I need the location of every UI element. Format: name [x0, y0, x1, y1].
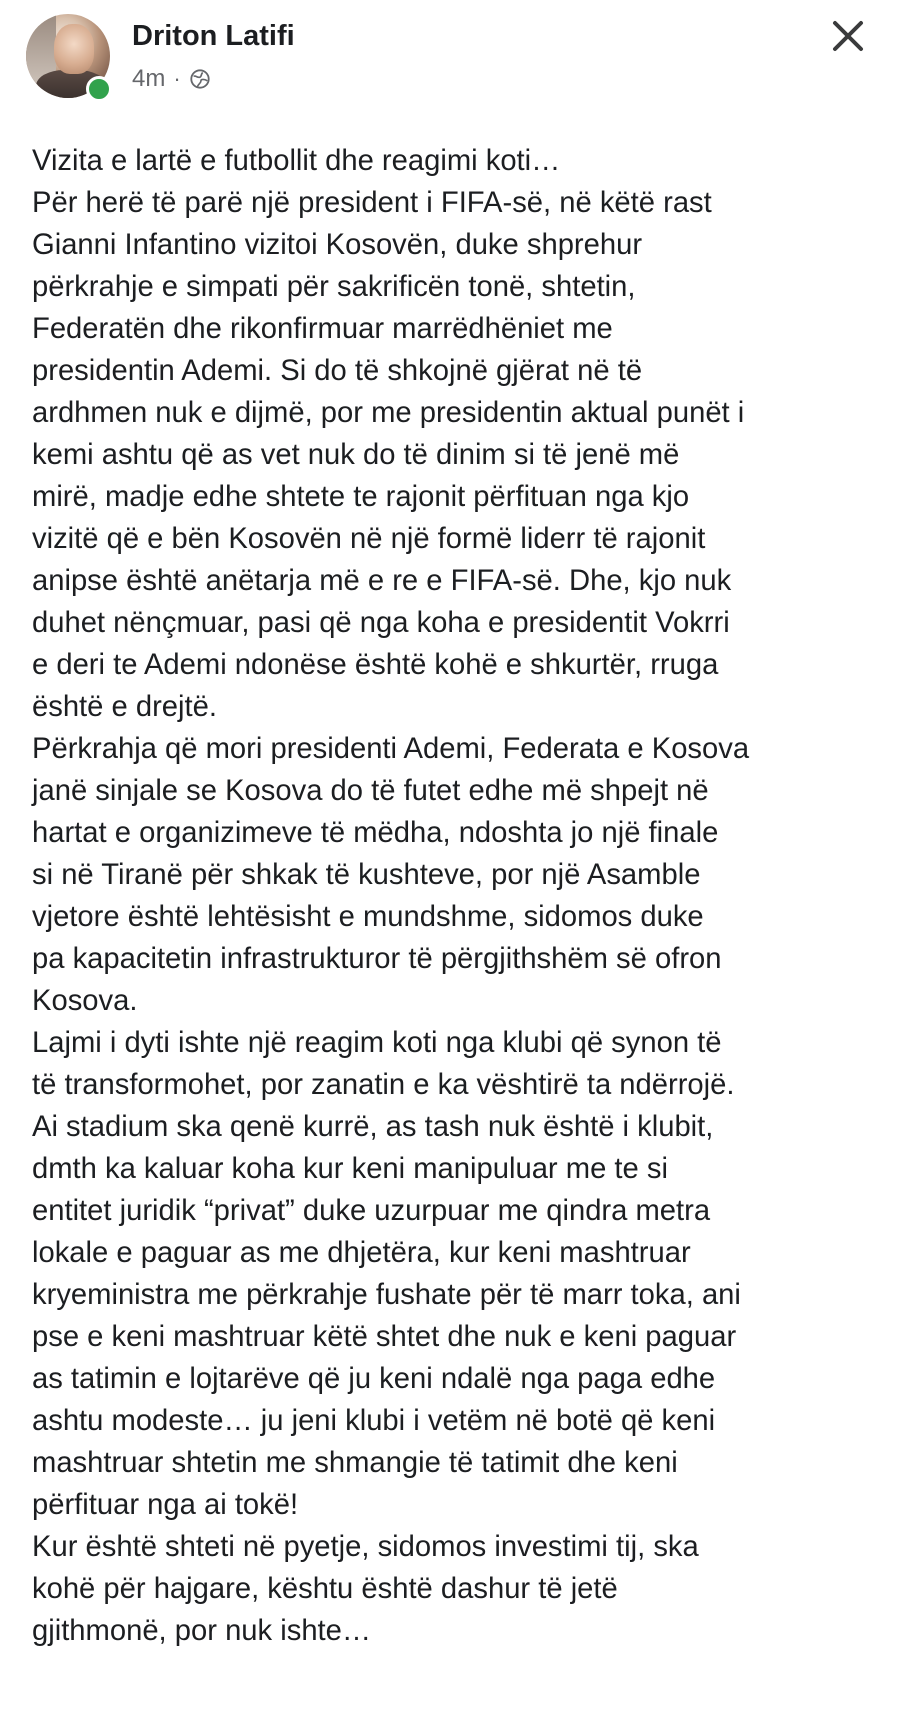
post-text-line: gjithmonë, por nuk ishte… — [32, 1615, 372, 1647]
post-text-line: kemi ashtu që as vet nuk do të dinim si të jenë më — [32, 439, 680, 471]
meta-separator: · — [173, 66, 181, 91]
close-icon — [831, 19, 865, 53]
post-text-line: mirë, madje edhe shtete te rajonit përfituan nga kjo — [32, 481, 690, 513]
post-meta — [132, 64, 211, 94]
post-text-line: Federatën dhe rikonfirmuar marrëdhëniet me — [32, 313, 613, 345]
post-text-line: vjetore është lehtësisht e mundshme, sidomos duke — [32, 901, 704, 933]
post-text-line: presidentin Ademi. Si do të shkojnë gjërat në të — [32, 355, 643, 387]
post-text-line: Ai stadium ska qenë kurrë, as tash nuk është i klubit, — [32, 1111, 714, 1143]
post-text-line: kohë për hajgare, kështu është dashur të jetë — [32, 1573, 618, 1605]
post-text-line: Gianni Infantino vizitoi Kosovën, duke shprehur — [32, 229, 643, 261]
post-text-line: pse e keni mashtruar këtë shtet dhe nuk e keni paguar — [32, 1321, 737, 1353]
close-button[interactable] — [824, 12, 872, 60]
post-text-line: Vizita e lartë e futbollit dhe reagimi koti… — [32, 145, 561, 177]
post-text-line: entitet juridik “privat” duke uzurpuar me qindra metra — [32, 1195, 711, 1227]
post-text-line: duhet nënçmuar, pasi që nga koha e presidentit Vokrri — [32, 607, 730, 639]
author-avatar[interactable] — [26, 14, 110, 98]
post-text-line: Përkrahja që mori presidenti Ademi, Federata e Kosova — [32, 733, 750, 765]
post-text-line: mashtruar shtetin me shmangie të tatimit dhe keni — [32, 1447, 678, 1479]
post-text-line: ardhmen nuk e dijmë, por me presidentin aktual punët i — [32, 397, 745, 429]
post-text-line: është e drejtë. — [32, 691, 217, 723]
post-text-line: përfituar nga ai tokë! — [32, 1489, 299, 1521]
post-text-line: përkrahje e simpati për sakrificën tonë, shtetin, — [32, 271, 636, 303]
post-text-line: si në Tiranë për shkak të kushteve, por një Asamble — [32, 859, 701, 891]
post-text-line: as tatimin e lojtarëve që ju keni ndalë nga paga edhe — [32, 1363, 716, 1395]
post-text-line: anipse është anëtarja më e re e FIFA-së. Dhe, kjo nuk — [32, 565, 732, 597]
author-name-link[interactable]: Driton Latifi — [132, 20, 295, 52]
post-text-line: kryeministra me përkrahje fushate për të marr toka, ani — [32, 1279, 741, 1311]
post-text — [32, 140, 882, 1652]
post-text-line: dmth ka kaluar koha kur keni manipuluar me te si — [32, 1153, 668, 1185]
post-text-line: ashtu modeste… ju jeni klubi i vetëm në botë që keni — [32, 1405, 716, 1437]
post-header — [0, 0, 900, 120]
online-status-icon — [86, 76, 112, 102]
post-text-line: Kosova. — [32, 985, 138, 1017]
post-text-line: janë sinjale se Kosova do të futet edhe më shpejt në — [32, 775, 709, 807]
post-text-line: hartat e organizimeve të mëdha, ndoshta jo një finale — [32, 817, 719, 849]
globe-icon[interactable] — [189, 68, 211, 90]
post-text-line: pa kapacitetin infrastrukturor të përgjithshëm së ofron — [32, 943, 722, 975]
post-text-line: Për herë të parë një president i FIFA-së, në këtë rast — [32, 187, 712, 219]
post-text-line: Kur është shteti në pyetje, sidomos investimi tij, ska — [32, 1531, 699, 1563]
post-text-line: lokale e paguar as me dhjetëra, kur keni mashtruar — [32, 1237, 691, 1269]
post-text-line: të transformohet, por zanatin e ka vështirë ta ndërrojë. — [32, 1069, 735, 1101]
post-text-line: Lajmi i dyti ishte një reagim koti nga klubi që synon të — [32, 1027, 722, 1059]
post-text-line: vizitë që e bën Kosovën në një formë liderr të rajonit — [32, 523, 706, 555]
post-timestamp[interactable]: 4m — [132, 65, 166, 92]
post-text-line: e deri te Ademi ndonëse është kohë e shkurtër, rruga — [32, 649, 719, 681]
